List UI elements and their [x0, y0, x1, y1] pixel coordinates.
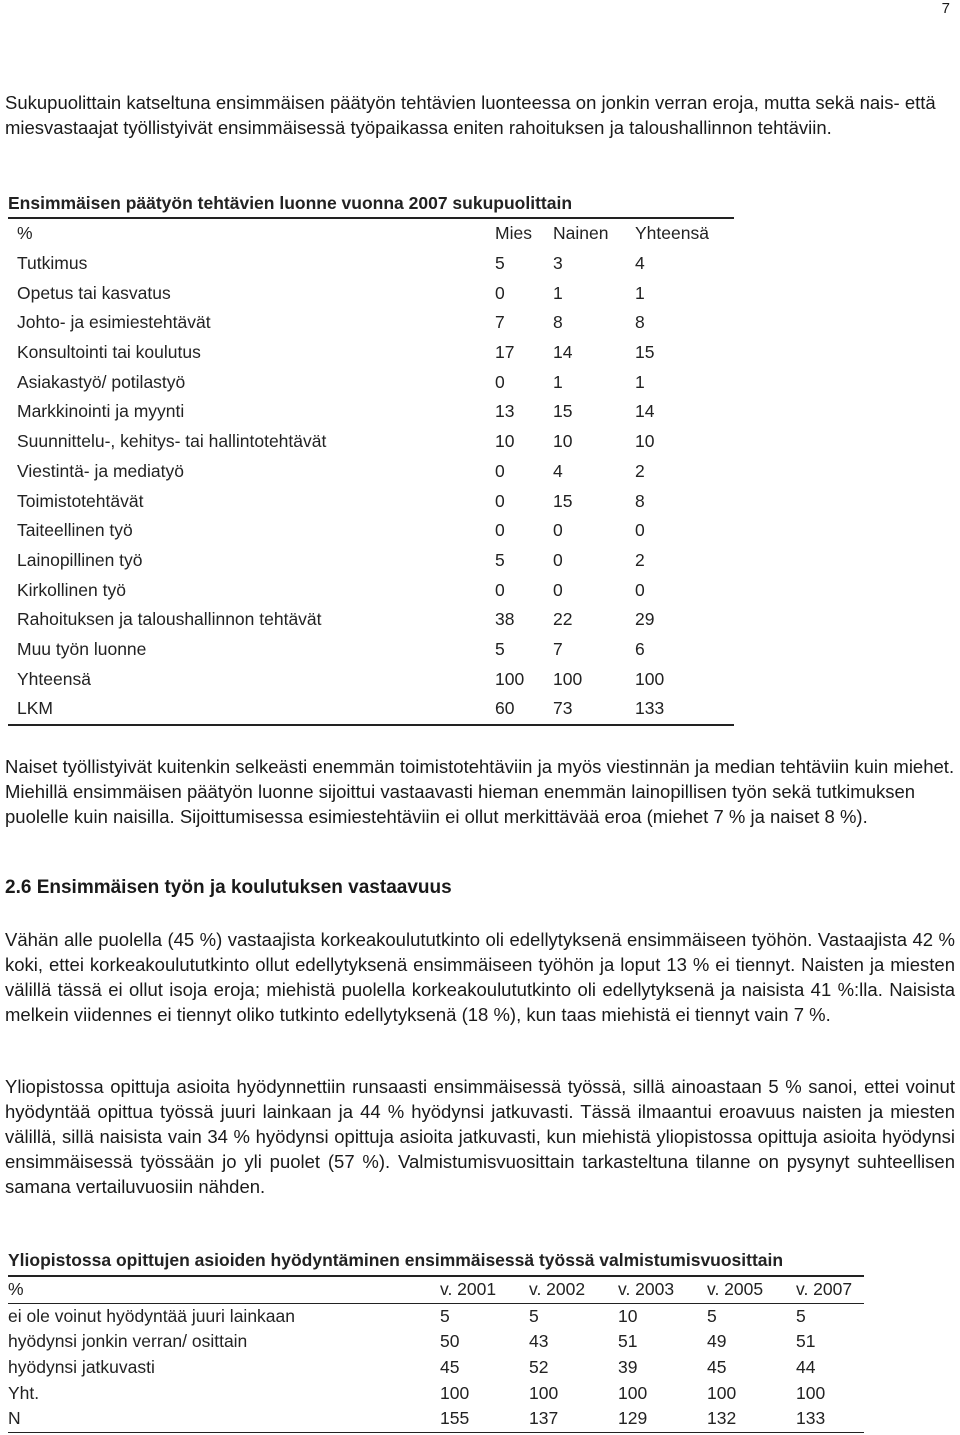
table2-cell: 100	[796, 1382, 826, 1403]
table1-header-cell: %	[8, 218, 495, 249]
table2	[8, 1275, 864, 1433]
table2-cell: 100	[529, 1382, 559, 1403]
table1-cell: 7	[495, 312, 505, 333]
table2-cell: 132	[707, 1406, 796, 1432]
table1-row-label: Yhteensä	[17, 668, 91, 689]
table2-cell: 44	[796, 1357, 816, 1378]
table1-row-label: Tutkimus	[17, 253, 88, 274]
table1-cell: 4	[553, 460, 563, 481]
table1-cell: 15	[635, 342, 655, 363]
table2-cell: 100	[707, 1382, 737, 1403]
table1-cell: 3	[553, 253, 563, 274]
table1-cell: 8	[635, 490, 645, 511]
table1-header-cell: Nainen	[553, 218, 635, 249]
table1-row-label: Kirkollinen työ	[17, 579, 126, 600]
table1-cell: 0	[553, 520, 563, 541]
table1-row-label: Suunnittelu-, kehitys- tai hallintotehtävät	[17, 431, 327, 452]
table1-row-label: Taiteellinen työ	[17, 520, 133, 541]
table1-cell: 60	[495, 694, 553, 725]
table1-header-cell: Mies	[495, 218, 553, 249]
table1-cell: 73	[553, 694, 635, 725]
table2-cell: 5	[529, 1305, 539, 1326]
intro-paragraph: Sukupuolittain katseltuna ensimmäisen päätyön tehtävien luonteessa on jonkin verran eroja, mutta sekä nais- että miesvastaajat työllistyivät ensimmäisessä työpaikassa eniten rahoituksen ja taloushallinnon tehtäviin.	[5, 92, 936, 138]
table1-row	[8, 516, 734, 546]
table2-row	[8, 1355, 864, 1381]
section-heading: 2.6 Ensimmäisen työn ja koulutuksen vastaavuus	[5, 877, 452, 898]
table1-row	[8, 427, 734, 457]
table1-cell: 0	[495, 520, 505, 541]
table2-cell: 155	[440, 1406, 529, 1432]
table1-row-label: LKM	[8, 694, 495, 725]
table2-row-label: N	[8, 1406, 440, 1432]
table2-cell: 49	[707, 1331, 727, 1352]
table1-row	[8, 249, 734, 279]
table1-cell: 5	[495, 549, 505, 570]
table1-cell: 38	[495, 609, 515, 630]
table2-header-cell: v. 2005	[707, 1276, 796, 1303]
table1-row	[8, 694, 734, 725]
paragraph-4: Yliopistossa opittuja asioita hyödynnettiin runsaasti ensimmäisessä työssä, sillä ainoastaan 5 % sanoi, ettei voinut hyödyntää opittua työssä juuri lainkaan ja 44 % hyödynsi jatkuvasti. Tässä ilmaantui eroavuus naisten ja miesten välillä, sillä naisista vain 34 % hyödynsi opittuja asioita jatkuvasti, kun miehistä yliopistossa opittuja asioita hyödynsi ensimmäisessä työssään jo yli puolet (57 %). Valmistumisvuosittain tarkasteltuna tilanne on pysynyt suhteellisen samana vertailuvuosiin nähden.	[5, 1076, 955, 1197]
table1-cell: 15	[553, 490, 573, 511]
table2-cell: 43	[529, 1331, 549, 1352]
table2-row	[8, 1329, 864, 1355]
table2-row	[8, 1406, 864, 1432]
table1-cell: 14	[635, 401, 655, 422]
table1-cell: 0	[635, 579, 645, 600]
table2-header-cell: %	[8, 1276, 440, 1303]
table1-header-row	[8, 218, 734, 249]
table2-row-label: ei ole voinut hyödyntää juuri lainkaan	[8, 1305, 295, 1326]
table2-cell: 45	[707, 1357, 727, 1378]
table2-title: Yliopistossa opittujen asioiden hyödyntäminen ensimmäisessä työssä valmistumisvuosittain	[8, 1250, 784, 1270]
table1-cell: 4	[635, 253, 645, 274]
table2-cell: 50	[440, 1331, 460, 1352]
table2-cell: 5	[796, 1305, 806, 1326]
table2-header-cell: v. 2002	[529, 1276, 618, 1303]
table1-row	[8, 278, 734, 308]
table1-row-label: Markkinointi ja myynti	[17, 401, 185, 422]
table1-cell: 5	[495, 253, 505, 274]
table1-cell: 0	[495, 460, 505, 481]
table2-cell: 137	[529, 1406, 618, 1432]
table1-row-label: Lainopillinen työ	[17, 549, 143, 570]
table1-cell: 0	[553, 579, 563, 600]
table1-cell: 10	[553, 431, 573, 452]
table1-cell: 1	[553, 371, 563, 392]
table2-header-cell: v. 2003	[618, 1276, 707, 1303]
table1-cell: 100	[495, 668, 525, 689]
table1-cell: 0	[635, 520, 645, 541]
table1-row	[8, 575, 734, 605]
table1-cell: 0	[495, 282, 505, 303]
table1-cell: 1	[635, 282, 645, 303]
table1-cell: 133	[635, 694, 734, 725]
table2-cell: 51	[796, 1331, 816, 1352]
table1-row	[8, 457, 734, 487]
table1-cell: 0	[495, 371, 505, 392]
table1-cell: 100	[553, 668, 583, 689]
table1-row-label: Konsultointi tai koulutus	[17, 342, 201, 363]
table1	[8, 217, 734, 726]
table2-cell: 51	[618, 1331, 638, 1352]
table1-cell: 0	[553, 549, 563, 570]
table2-cell: 100	[440, 1382, 470, 1403]
table1-row-label: Rahoituksen ja taloushallinnon tehtävät	[17, 609, 322, 630]
table1-row-label: Opetus tai kasvatus	[17, 282, 171, 303]
table1-cell: 7	[553, 638, 563, 659]
table2-cell: 52	[529, 1357, 549, 1378]
table2-header-cell: v. 2007	[796, 1276, 864, 1303]
table1-cell: 100	[635, 668, 665, 689]
table1-cell: 14	[553, 342, 573, 363]
table1-cell: 5	[495, 638, 505, 659]
table1-row	[8, 546, 734, 576]
table2-row	[8, 1380, 864, 1406]
table2-cell: 5	[707, 1305, 717, 1326]
table1-row	[8, 367, 734, 397]
table1-cell: 13	[495, 401, 515, 422]
table2-cell: 39	[618, 1357, 638, 1378]
table1-row-label: Toimistotehtävät	[17, 490, 144, 511]
table2-cell: 45	[440, 1357, 460, 1378]
table1-cell: 22	[553, 609, 573, 630]
table1-row	[8, 635, 734, 665]
table1-header-cell: Yhteensä	[635, 218, 734, 249]
table1-cell: 17	[495, 342, 515, 363]
table1-cell: 1	[553, 282, 563, 303]
paragraph-3: Vähän alle puolella (45 %) vastaajista korkeakoulututkinto oli edellytyksenä ensimmäiseen työhön. Vastaajista 42 % koki, ettei korkeakoulututkinto ollut edellytyksenä ensimmäiseen työhön ja loput 13 % ei tiennyt. Naisten ja miesten välillä tässä ei ollut isoja eroja; miehistä puolella korkeakoulututkinto oli edellytyksenä ja naisista 41 %:lla. Naisista melkein viidennes ei tiennyt oliko tutkinto edellytyksenä (18 %), kun taas miehistä ei tiennyt vain 7 %.	[5, 929, 955, 1025]
table1-cell: 10	[495, 431, 515, 452]
table1-cell: 10	[635, 431, 655, 452]
table2-header-row	[8, 1276, 864, 1303]
table1-row-label: Muu työn luonne	[17, 638, 147, 659]
table1-row-label: Viestintä- ja mediatyö	[17, 460, 184, 481]
table1-cell: 15	[553, 401, 573, 422]
table1-cell: 29	[635, 609, 655, 630]
table1-row	[8, 397, 734, 427]
table1-title: Ensimmäisen päätyön tehtävien luonne vuonna 2007 sukupuolittain	[8, 193, 573, 213]
table1-row	[8, 664, 734, 694]
table1-cell: 6	[635, 638, 645, 659]
table1-row	[8, 338, 734, 368]
table1-cell: 2	[635, 460, 645, 481]
table1-row	[8, 486, 734, 516]
table2-row	[8, 1303, 864, 1329]
table2-row-label: hyödynsi jonkin verran/ osittain	[8, 1331, 248, 1352]
table2-cell: 133	[796, 1406, 864, 1432]
table1-cell: 8	[553, 312, 563, 333]
table1-row	[8, 605, 734, 635]
table1-row-label: Asiakastyö/ potilastyö	[17, 371, 186, 392]
table2-cell: 10	[618, 1305, 638, 1326]
table1-row-label: Johto- ja esimiestehtävät	[17, 312, 211, 333]
table2-row-label: hyödynsi jatkuvasti	[8, 1357, 155, 1378]
table2-cell: 129	[618, 1406, 707, 1432]
table1-row	[8, 308, 734, 338]
table2-cell: 100	[618, 1382, 648, 1403]
table2-cell: 5	[440, 1305, 450, 1326]
table2-row-label: Yht.	[8, 1382, 40, 1403]
table1-cell: 0	[495, 579, 505, 600]
page-number: 7	[941, 0, 950, 17]
paragraph-2: Naiset työllistyivät kuitenkin selkeästi enemmän toimistotehtäviin ja myös viestinnän ja median tehtäviin kuin miehet. Miehillä ensimmäisen päätyön luonne sijoittui vastaavasti hieman enemmän lainopillisen työn sekä tutkimuksen puolelle kuin naisilla. Sijoittumisessa esimiestehtäviin ei ollut merkittävää eroa (miehet 7 % ja naiset 8 %).	[5, 756, 955, 827]
table1-cell: 1	[635, 371, 645, 392]
table1-cell: 2	[635, 549, 645, 570]
table1-cell: 0	[495, 490, 505, 511]
table2-header-cell: v. 2001	[440, 1276, 529, 1303]
table1-cell: 8	[635, 312, 645, 333]
